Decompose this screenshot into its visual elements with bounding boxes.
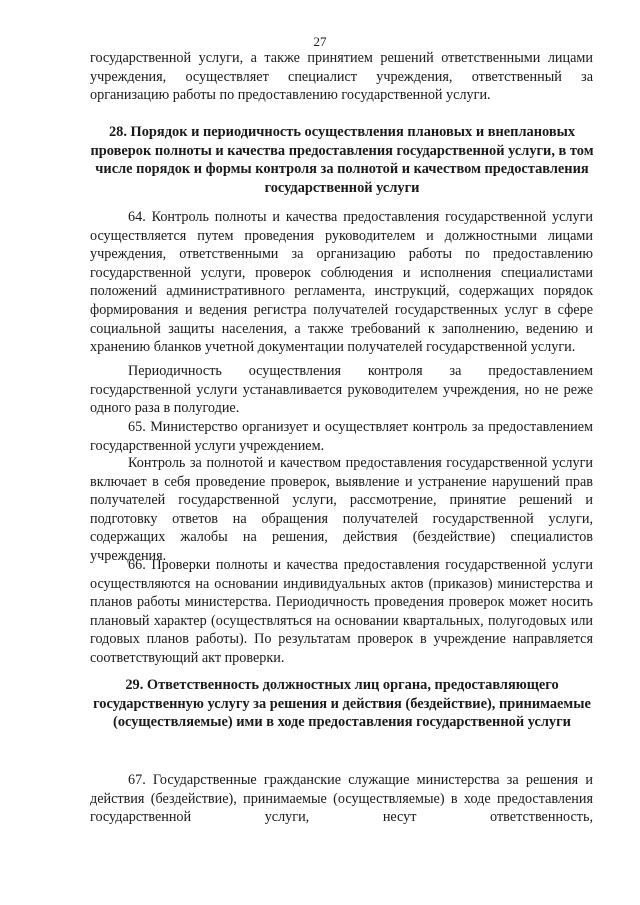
paragraph-periodicity: Периодичность осуществления контроля за предоставлением государственной услуги устанавливается руководителем учреждения, но не реже одного раза в полугодие. bbox=[90, 363, 593, 417]
paragraph-66: 66. Проверки полноты и качества предоставления государственной услуги осуществляются на основании индивидуальных актов (приказов) министерства и планов работы министерства. Периодичность проведения проверок может носить плановый характер (осуществляться на основании квартальных, полугодовых или годовых планов работы). По результатам проверок в учреждение направляется соответствующий акт проверки. bbox=[90, 557, 593, 666]
section-heading-29: 29. Ответственность должностных лиц органа, предоставляющего государственную услугу за решения и действия (бездействие), принимаемые (осуществляемые) ими в ходе предоставления государственной услуги bbox=[93, 677, 591, 731]
paragraph-control-content: Контроль за полнотой и качеством предоставления государственной услуги включает в себя проведение проверок, выявление и устранение нарушений прав получателей государственной услуги, рассмотрение, принятие решений и подготовку ответов на обращения получателей государственной услуги, содержащих жалобы на решения, действия (бездействие) специалистов учреждения. bbox=[90, 455, 593, 564]
page-number: 27 bbox=[313, 34, 327, 49]
paragraph-67: 67. Государственные гражданские служащие министерства за решения и действия (бездействие), принимаемые (осуществляемые) в ходе предоставления государственной услуги, несут ответственность, bbox=[90, 772, 593, 826]
paragraph-65: 65. Министерство организует и осуществляет контроль за предоставлением государственной услуги учреждением. bbox=[90, 419, 593, 454]
paragraph-64: 64. Контроль полноты и качества предоставления государственной услуги осуществляется путем проведения руководителем и должностными лицами учреждения, ответственными за организацию работы по предоставлению государственной услуги, проверок соблюдения и исполнения специалистами положений административного регламента, инструкций, содержащих порядок формирования и ведения регистра получателей государственных услуг в сфере социальной защиты населения, а также требований к заполнению, ведению и хранению бланков учетной документации получателей государственной услуги. bbox=[90, 209, 593, 356]
paragraph-continuation: государственной услуги, а также принятием решений ответственными лицами учреждения, осуществляет специалист учреждения, ответственный за организацию работы по предоставлению государственной услуги. bbox=[90, 50, 593, 104]
section-heading-28: 28. Порядок и периодичность осуществления плановых и внеплановых проверок полноты и качества предоставления государственной услуги, в том числе порядок и формы контроля за полнотой и качеством предоставления государственной услуги bbox=[90, 124, 594, 196]
